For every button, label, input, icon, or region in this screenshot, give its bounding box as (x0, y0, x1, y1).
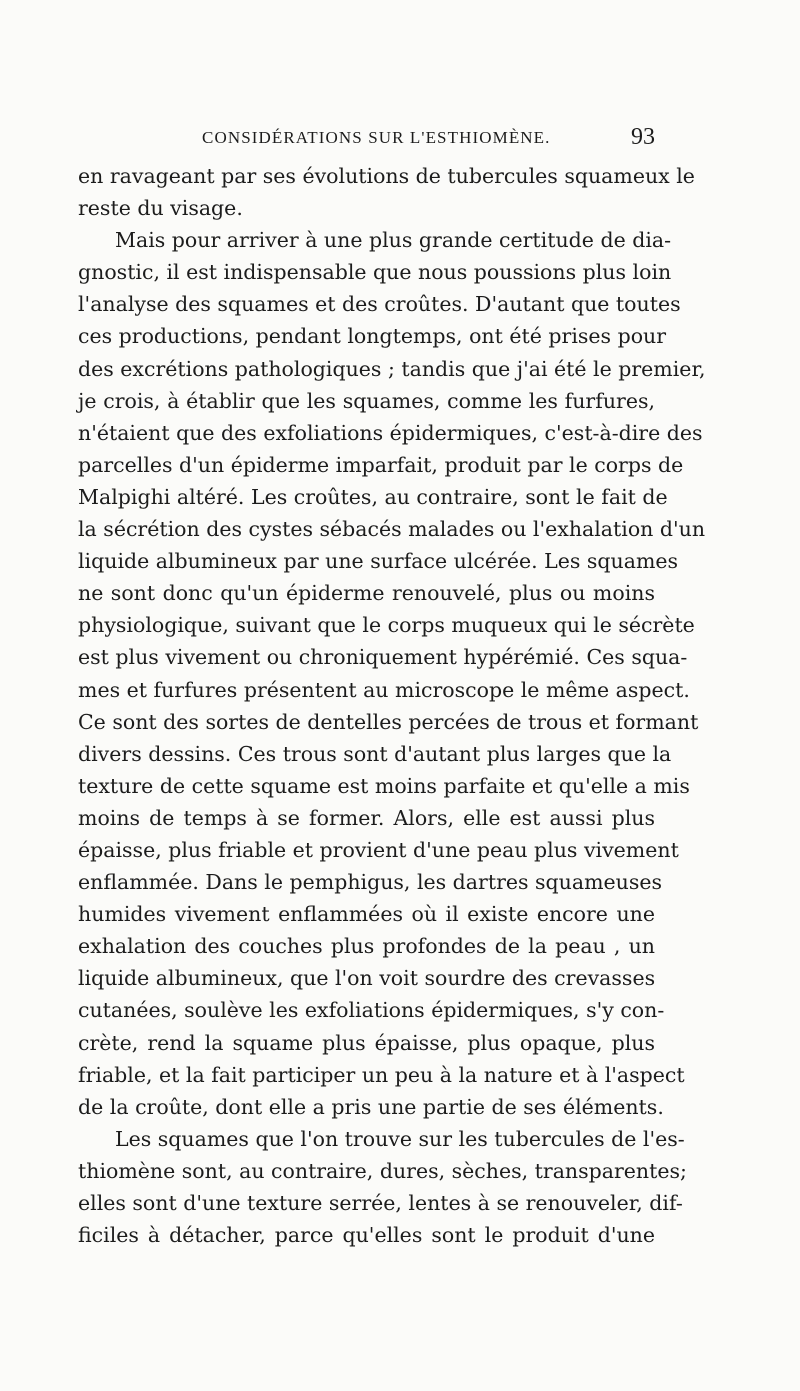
text-line: gnostic, il est indispensable que nous poussions plus loin (78, 260, 672, 285)
text-line: ces productions, pendant longtemps, ont été prises pour (78, 324, 667, 349)
text-line: crète, rend la squame plus épaisse, plus opaque, plus (78, 1030, 655, 1055)
body-text (78, 160, 706, 1251)
text-line: l'analyse des squames et des croûtes. D'autant que toutes (78, 292, 681, 317)
text-line: liquide albumineux par une surface ulcérée. Les squames (78, 549, 679, 574)
text-line: la sécrétion des cystes sébacés malades ou l'exhalation d'un (78, 517, 706, 542)
text-line: elles sont d'une texture serrée, lentes à se renouveler, dif- (78, 1191, 683, 1215)
text-line: humides vivement enflammées où il existe encore une (78, 902, 655, 927)
running-title: CONSIDÉRATIONS SUR L'ESTHIOMÈNE. (202, 128, 551, 147)
page-header (78, 124, 655, 156)
text-line: est plus vivement ou chroniquement hypérémié. Ces squa- (78, 645, 688, 670)
text-line: reste du visage. (78, 196, 243, 221)
text-line: Malpighi altéré. Les croûtes, au contraire, sont le fait de (78, 484, 668, 509)
text-line: mes et furfures présentent au microscope le même aspect. (78, 677, 690, 702)
text-line: ne sont donc qu'un épiderme renouvelé, plus ou moins (78, 581, 655, 606)
text-line: Mais pour arriver à une plus grande certitude de dia- (115, 228, 672, 253)
text-line: Les squames que l'on trouve sur les tubercules de l'es- (115, 1126, 685, 1151)
text-line: moins de temps à se former. Alors, elle est aussi plus (78, 805, 655, 830)
text-line: de la croûte, dont elle a pris une partie de ses éléments. (78, 1094, 664, 1119)
text-line: divers dessins. Ces trous sont d'autant plus larges que la (78, 741, 672, 766)
text-line: n'étaient que des exfoliations épidermiques, c'est-à-dire des (78, 420, 703, 445)
text-line: épaisse, plus friable et provient d'une peau plus vivement (78, 837, 679, 862)
text-line: ficiles à détacher, parce qu'elles sont le produit d'une (78, 1223, 655, 1248)
text-line: je crois, à établir que les squames, comme les furfures, (78, 388, 655, 413)
page-number: 93 (631, 124, 655, 150)
text-line: texture de cette squame est moins parfaite et qu'elle a mis (78, 773, 690, 798)
text-line: enflammée. Dans le pemphigus, les dartres squameuses (78, 870, 663, 895)
text-line: friable, et la fait participer un peu à la nature et à l'aspect (78, 1062, 685, 1087)
text-line: exhalation des couches plus profondes de la peau , un (78, 934, 655, 959)
text-line: Ce sont des sortes de dentelles percées de trous et formant (78, 709, 699, 734)
text-line: des excrétions pathologiques ; tandis que j'ai été le premier, (78, 356, 706, 381)
text-line: physiologique, suivant que le corps muqueux qui le sécrète (78, 613, 695, 638)
text-line: thiomène sont, au contraire, dures, sèches, transparentes; (78, 1158, 687, 1183)
text-line: parcelles d'un épiderme imparfait, produit par le corps de (78, 452, 684, 477)
text-line: en ravageant par ses évolutions de tubercules squameux le (78, 164, 695, 188)
text-line: cutanées, soulève les exfoliations épidermiques, s'y con- (78, 998, 665, 1023)
text-line: liquide albumineux, que l'on voit sourdre des crevasses (78, 966, 656, 991)
